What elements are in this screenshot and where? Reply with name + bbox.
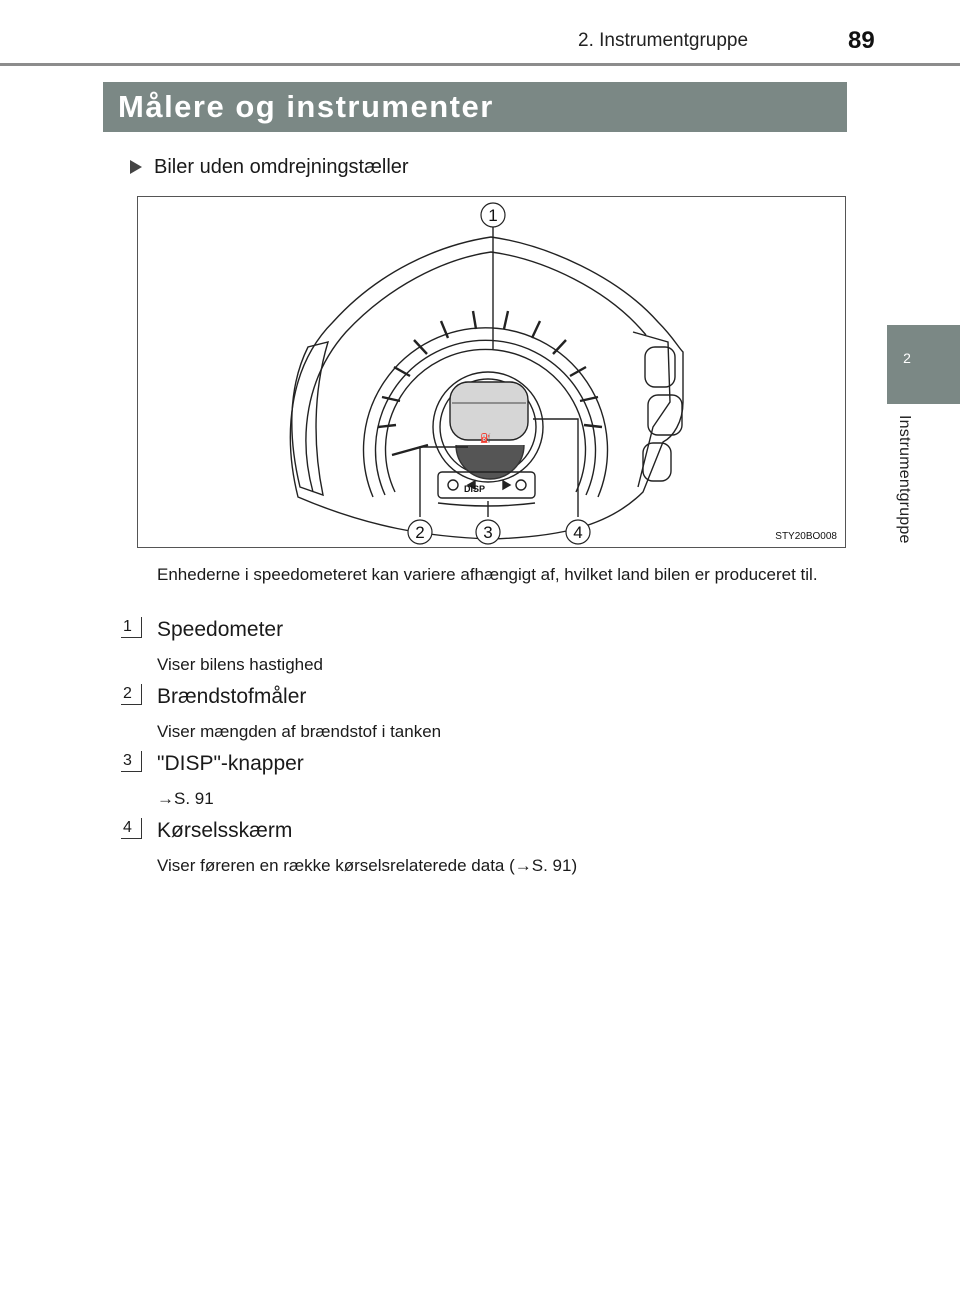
subheading: [130, 156, 409, 179]
item-2-number: 2: [121, 684, 142, 705]
header-divider: [0, 63, 960, 66]
item-3-title: "DISP"-knapper: [157, 752, 304, 775]
chapter-tab-label: Instrumentgruppe: [896, 415, 913, 544]
callout-2-label: 2: [415, 523, 425, 542]
instrument-cluster-illustration: [138, 197, 845, 547]
running-header-section: 2. Instrumentgruppe: [578, 30, 749, 51]
disp-button-label: DISP: [464, 484, 486, 494]
instrument-cluster-figure: [137, 196, 846, 548]
item-2-description: Viser mængden af brændstof i tanken: [157, 722, 442, 741]
callout-3-label: 3: [483, 523, 493, 542]
subheading-text: Biler uden omdrejningstæller: [154, 156, 409, 178]
item-1-description: Viser bilens hastighed: [157, 655, 324, 674]
item-2-title: Brændstofmåler: [157, 685, 307, 708]
chapter-tab-number: 2: [903, 350, 911, 366]
note-paragraph: Enhederne i speedometeret kan variere afhængigt af, hvilket land bilen er produceret til.: [157, 565, 818, 584]
figure-code: STY20BO008: [775, 531, 837, 542]
item-4-number: 4: [121, 818, 142, 839]
item-3-description: →S. 91: [157, 789, 214, 808]
fuel-pump-icon: ⛽: [480, 433, 492, 443]
item-1-number: 1: [121, 617, 142, 638]
callout-4-label: 4: [573, 523, 583, 542]
item-3-number: 3: [121, 751, 142, 772]
item-1-title: Speedometer: [157, 618, 284, 641]
triangle-bullet-icon: [130, 160, 142, 174]
item-4-title: Kørselsskærm: [157, 819, 293, 842]
page-number: 89: [848, 27, 875, 54]
page-title: Målere og instrumenter: [103, 82, 847, 132]
callout-1-label: 1: [488, 206, 498, 225]
item-4-description: Viser føreren en række kørselsrelaterede data (→S. 91): [157, 856, 578, 875]
